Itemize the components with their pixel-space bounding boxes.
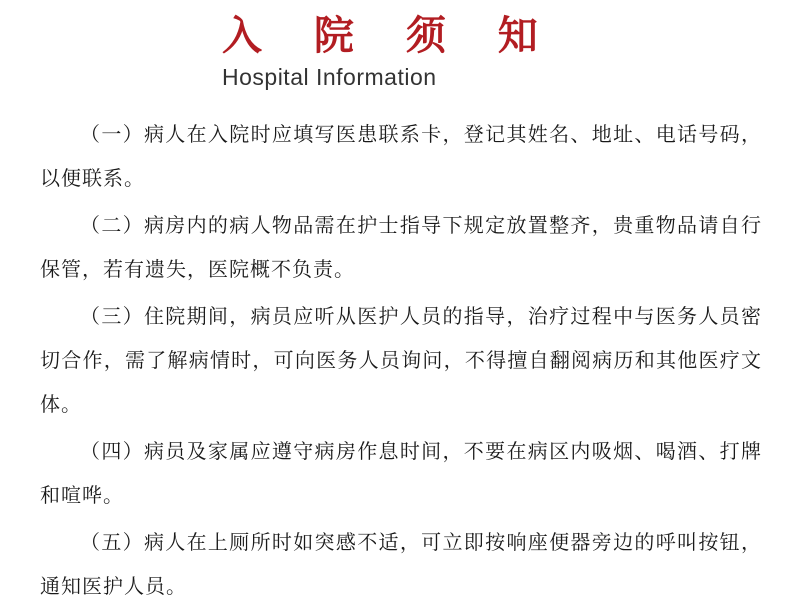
- notice-item-5: （五）病人在上厕所时如突感不适，可立即按响座便器旁边的呼叫按钮，通知医护人员。: [40, 530, 762, 598]
- page-subtitle: Hospital Information: [222, 64, 437, 90]
- notice-item-3: （三）住院期间，病员应听从医护人员的指导，治疗过程中与医务人员密切合作，需了解病情时，可向医务人员询问，不得擅自翻阅病历和其他医疗文体。: [40, 304, 762, 416]
- page-title: 入 院 须 知: [222, 13, 557, 59]
- notice-item-1: （一）病人在入院时应填写医患联系卡，登记其姓名、地址、电话号码，以便联系。: [40, 122, 762, 190]
- notice-item-4: （四）病员及家属应遵守病房作息时间，不要在病区内吸烟、喝酒、打牌和喧哗。: [40, 439, 762, 507]
- notice-item-2: （二）病房内的病人物品需在护士指导下规定放置整齐，贵重物品请自行保管，若有遗失，医院概不负责。: [40, 213, 762, 281]
- notice-list: [40, 112, 762, 611]
